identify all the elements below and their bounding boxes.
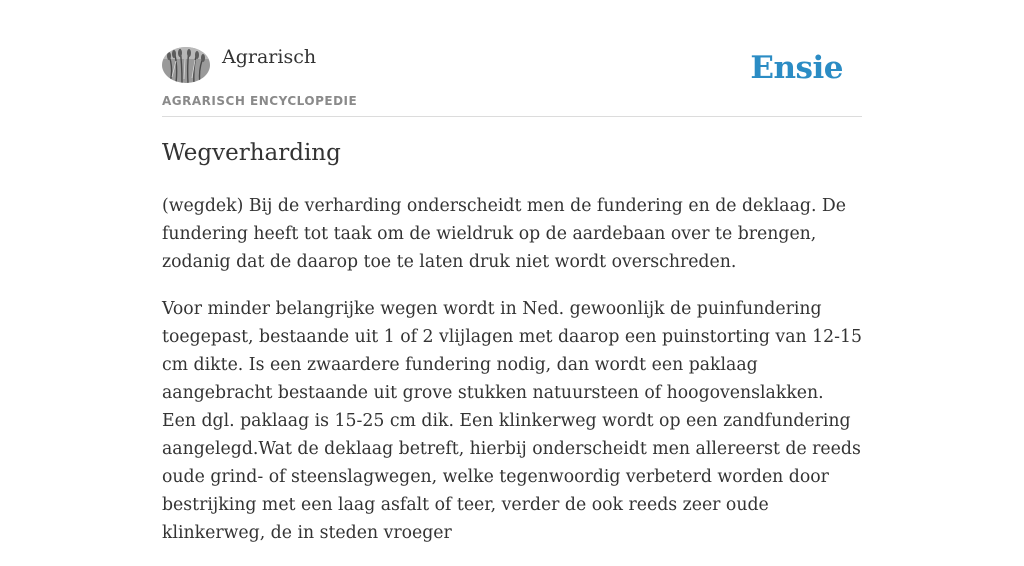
page-container <box>162 0 862 543</box>
category-link[interactable]: Agrarisch <box>222 46 317 68</box>
ensie-logo[interactable]: Ensie <box>750 50 843 86</box>
page-title: Wegverharding <box>162 140 341 166</box>
article-body <box>162 192 862 566</box>
encyclopedia-label[interactable]: AGRARISCH ENCYCLOPEDIE <box>162 94 358 108</box>
article-paragraph: Voor minder belangrijke wegen wordt in Ned. gewoonlijk de puinfundering toegepast, bestaande uit 1 of 2 vlijlagen met daarop een puinstorting van 12-15 cm dikte. Is een zwaardere fundering nodig, dan wordt een paklaag aangebracht bestaande uit grove stukken natuursteen of hoogovenslakken. Een dgl. paklaag is 15-25 cm dik. Een klinkerweg wordt op een zandfundering aangelegd.Wat de deklaag betreft, hierbij onderscheidt men allereerst de reeds oude grind- of steenslagwegen, welke tegenwoordig verbeterd worden door bestrijking met een laag asfalt of teer, verder de ook reeds zeer oude klinkerweg, de in steden vroeger <box>162 299 862 543</box>
site-header <box>162 0 862 117</box>
article-paragraph: (wegdek) Bij de verharding onderscheidt men de fundering en de deklaag. De fundering heeft tot taak om de wieldruk op de aardebaan over te brengen, zodanig dat de daarop toe te laten druk niet wordt overschreden. <box>162 196 847 272</box>
wheat-avatar-icon[interactable] <box>162 47 210 83</box>
